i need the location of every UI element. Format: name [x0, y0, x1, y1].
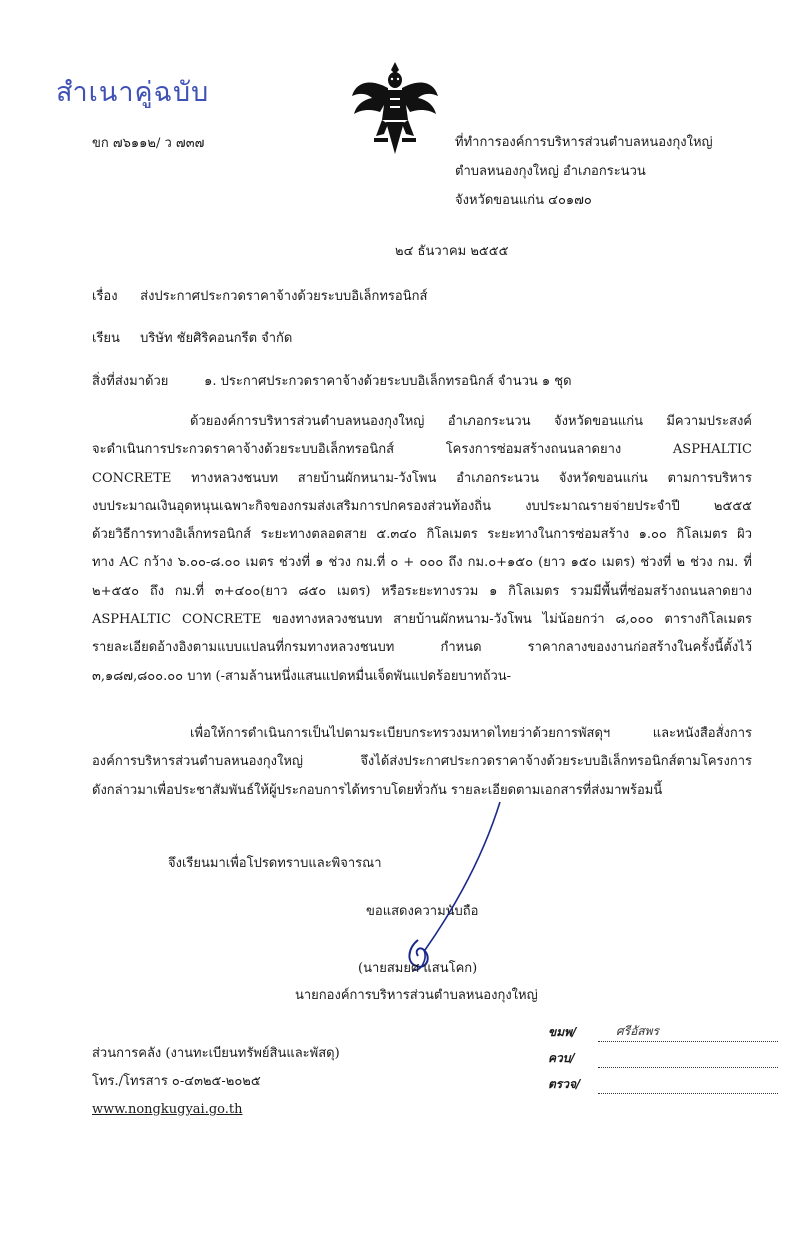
paragraph-line: CONCRETE ทางหลวงชนบท สายบ้านผักหนาม-วังโพน อำเภอกระนวน จังหวัดขอนแก่น ตามการบริหาร	[92, 470, 752, 486]
contact-block	[92, 1040, 340, 1124]
paragraph-line: เพื่อให้การดำเนินการเป็นไปตามระเบียบกระทรวงมหาดไทยว่าด้วยการพัสดุฯ และหนังสือสั่งการ	[190, 726, 752, 741]
body-paragraph-2	[92, 720, 752, 805]
initial-value	[598, 1093, 778, 1094]
enclosure-label: สิ่งที่ส่งมาด้วย	[92, 374, 169, 389]
paragraph-line: ทาง AC กว้าง ๖.๐๐-๘.๐๐ เมตร ช่วงที่ ๑ ช่วง กม.ที่ ๐ + ๐๐๐ ถึง กม.๐+๑๕๐ (ยาว ๑๕๐ เมตร) ช่วงที่ ๒ ช่วง กม. ที่	[92, 555, 752, 571]
initial-label: ตรวจ/	[548, 1077, 581, 1091]
paragraph-line: ๓,๑๘๗,๘๐๐.๐๐ บาท (-สามล้านหนึ่งแสนแปดหมื่นเจ็ดพันแปดร้อยบาทถ้วน-	[92, 668, 512, 684]
initial-row	[548, 1068, 778, 1094]
address-line: ตำบลหนองกุงใหญ่ อำเภอกระนวน	[455, 164, 646, 179]
subject-text: ส่งประกาศประกวดราคาจ้างด้วยระบบอิเล็กทรอนิกส์	[140, 289, 428, 304]
subject-label: เรื่อง	[92, 289, 118, 304]
recipient-label: เรียน	[92, 331, 120, 346]
subject-line	[92, 285, 427, 306]
address-line: จังหวัดขอนแก่น ๔๐๑๗๐	[455, 193, 592, 208]
address-line: ที่ทำการองค์การบริหารส่วนตำบลหนองกุงใหญ่	[455, 135, 713, 150]
regards-text: ขอแสดงความนับถือ	[366, 904, 479, 919]
body-paragraph-1	[92, 408, 752, 691]
paragraph-line: องค์การบริหารส่วนตำบลหนองกุงใหญ่ จึงได้ส่งประกาศประกวดราคาจ้างด้วยระบบอิเล็กทรอนิกส์ตามโครงการ	[92, 754, 752, 770]
copy-stamp: สำเนาคู่ฉบับ	[56, 77, 210, 108]
website-link[interactable]: www.nongkugyai.go.th	[92, 1102, 243, 1117]
signer-name: (นายสมยศ แสนโคก)	[358, 961, 478, 976]
paragraph-line: ดังกล่าวมาเพื่อประชาสัมพันธ์ให้ผู้ประกอบการได้ทราบโดยทั่วกัน รายละเอียดตามเอกสารที่ส่งมาพร้อมนี้	[92, 782, 663, 798]
paragraph-line: งบประมาณเงินอุดหนุนเฉพาะกิจของกรมส่งเสริมการปกครองส่วนท้องถิ่น งบประมาณรายจ่ายประจำปี ๒๕๕๕	[92, 498, 752, 514]
enclosure-text: ๑. ประกาศประกวดราคาจ้างด้วยระบบอิเล็กทรอนิกส์ จำนวน ๑ ชุด	[204, 374, 572, 389]
paragraph-line: ด้วยองค์การบริหารส่วนตำบลหนองกุงใหญ่ อำเภอกระนวน จังหวัดขอนแก่น มีความประสงค์	[190, 414, 752, 429]
paragraph-line: จะดำเนินการประกวดราคาจ้างด้วยระบบอิเล็กทรอนิกส์ โครงการซ่อมสร้างถนนลาดยาง ASPHALTIC	[92, 442, 752, 458]
closing-text: จึงเรียนมาเพื่อโปรดทราบและพิจารณา	[168, 856, 382, 871]
initial-row	[548, 1016, 778, 1042]
initial-label: ขมพ/	[548, 1025, 577, 1039]
recipient-line	[92, 327, 292, 348]
initial-label: ควบ/	[548, 1051, 575, 1065]
initial-value: ศรีอัสพร	[598, 1022, 778, 1042]
recipient-text: บริษัท ชัยศิริคอนกรีต จำกัด	[140, 331, 293, 346]
enclosure-line	[92, 370, 572, 391]
signer-position: นายกองค์การบริหารส่วนตำบลหนองกุงใหญ่	[295, 988, 538, 1003]
garuda-emblem-icon	[350, 58, 440, 158]
paragraph-line: ด้วยวิธีการทางอิเล็กทรอนิกส์ ระยะทางตลอดสาย ๕.๓๔๐ กิโลเมตร ระยะทางในการซ่อมสร้าง ๑.๐๐ กิโลเมตร ผิว	[92, 527, 752, 543]
initial-value	[598, 1067, 778, 1068]
phone-fax: โทร./โทรสาร ๐-๔๓๒๕-๒๐๒๕	[92, 1074, 261, 1089]
paragraph-line: ASPHALTIC CONCRETE ของทางหลวงชนบท สายบ้านผักหนาม-วังโพน ไม่น้อยกว่า ๘,๐๐๐ ตารางกิโลเมตร	[92, 612, 752, 628]
paragraph-line: ๒+๕๕๐ ถึง กม.ที่ ๓+๔๐๐(ยาว ๘๕๐ เมตร) หรือระยะทางรวม ๑ กิโลเมตร รวมมีพื้นที่ซ่อมสร้างถนนลาดยาง	[92, 583, 752, 599]
initial-row	[548, 1042, 778, 1068]
letter-date: ๒๔ ธันวาคม ๒๕๕๕	[395, 244, 509, 259]
department-name: ส่วนการคลัง (งานทะเบียนทรัพย์สินและพัสดุ)	[92, 1046, 340, 1061]
document-number: ขก ๗๖๑๑๒/ ว ๗๓๗	[92, 136, 205, 151]
initials-block	[548, 1016, 778, 1094]
paragraph-line: รายละเอียดอ้างอิงตามแบบแปลนที่กรมทางหลวงชนบท กำหนด ราคากลางของงานก่อสร้างในครั้งนี้ตั้งไว้	[92, 640, 752, 656]
sender-address	[455, 128, 713, 215]
